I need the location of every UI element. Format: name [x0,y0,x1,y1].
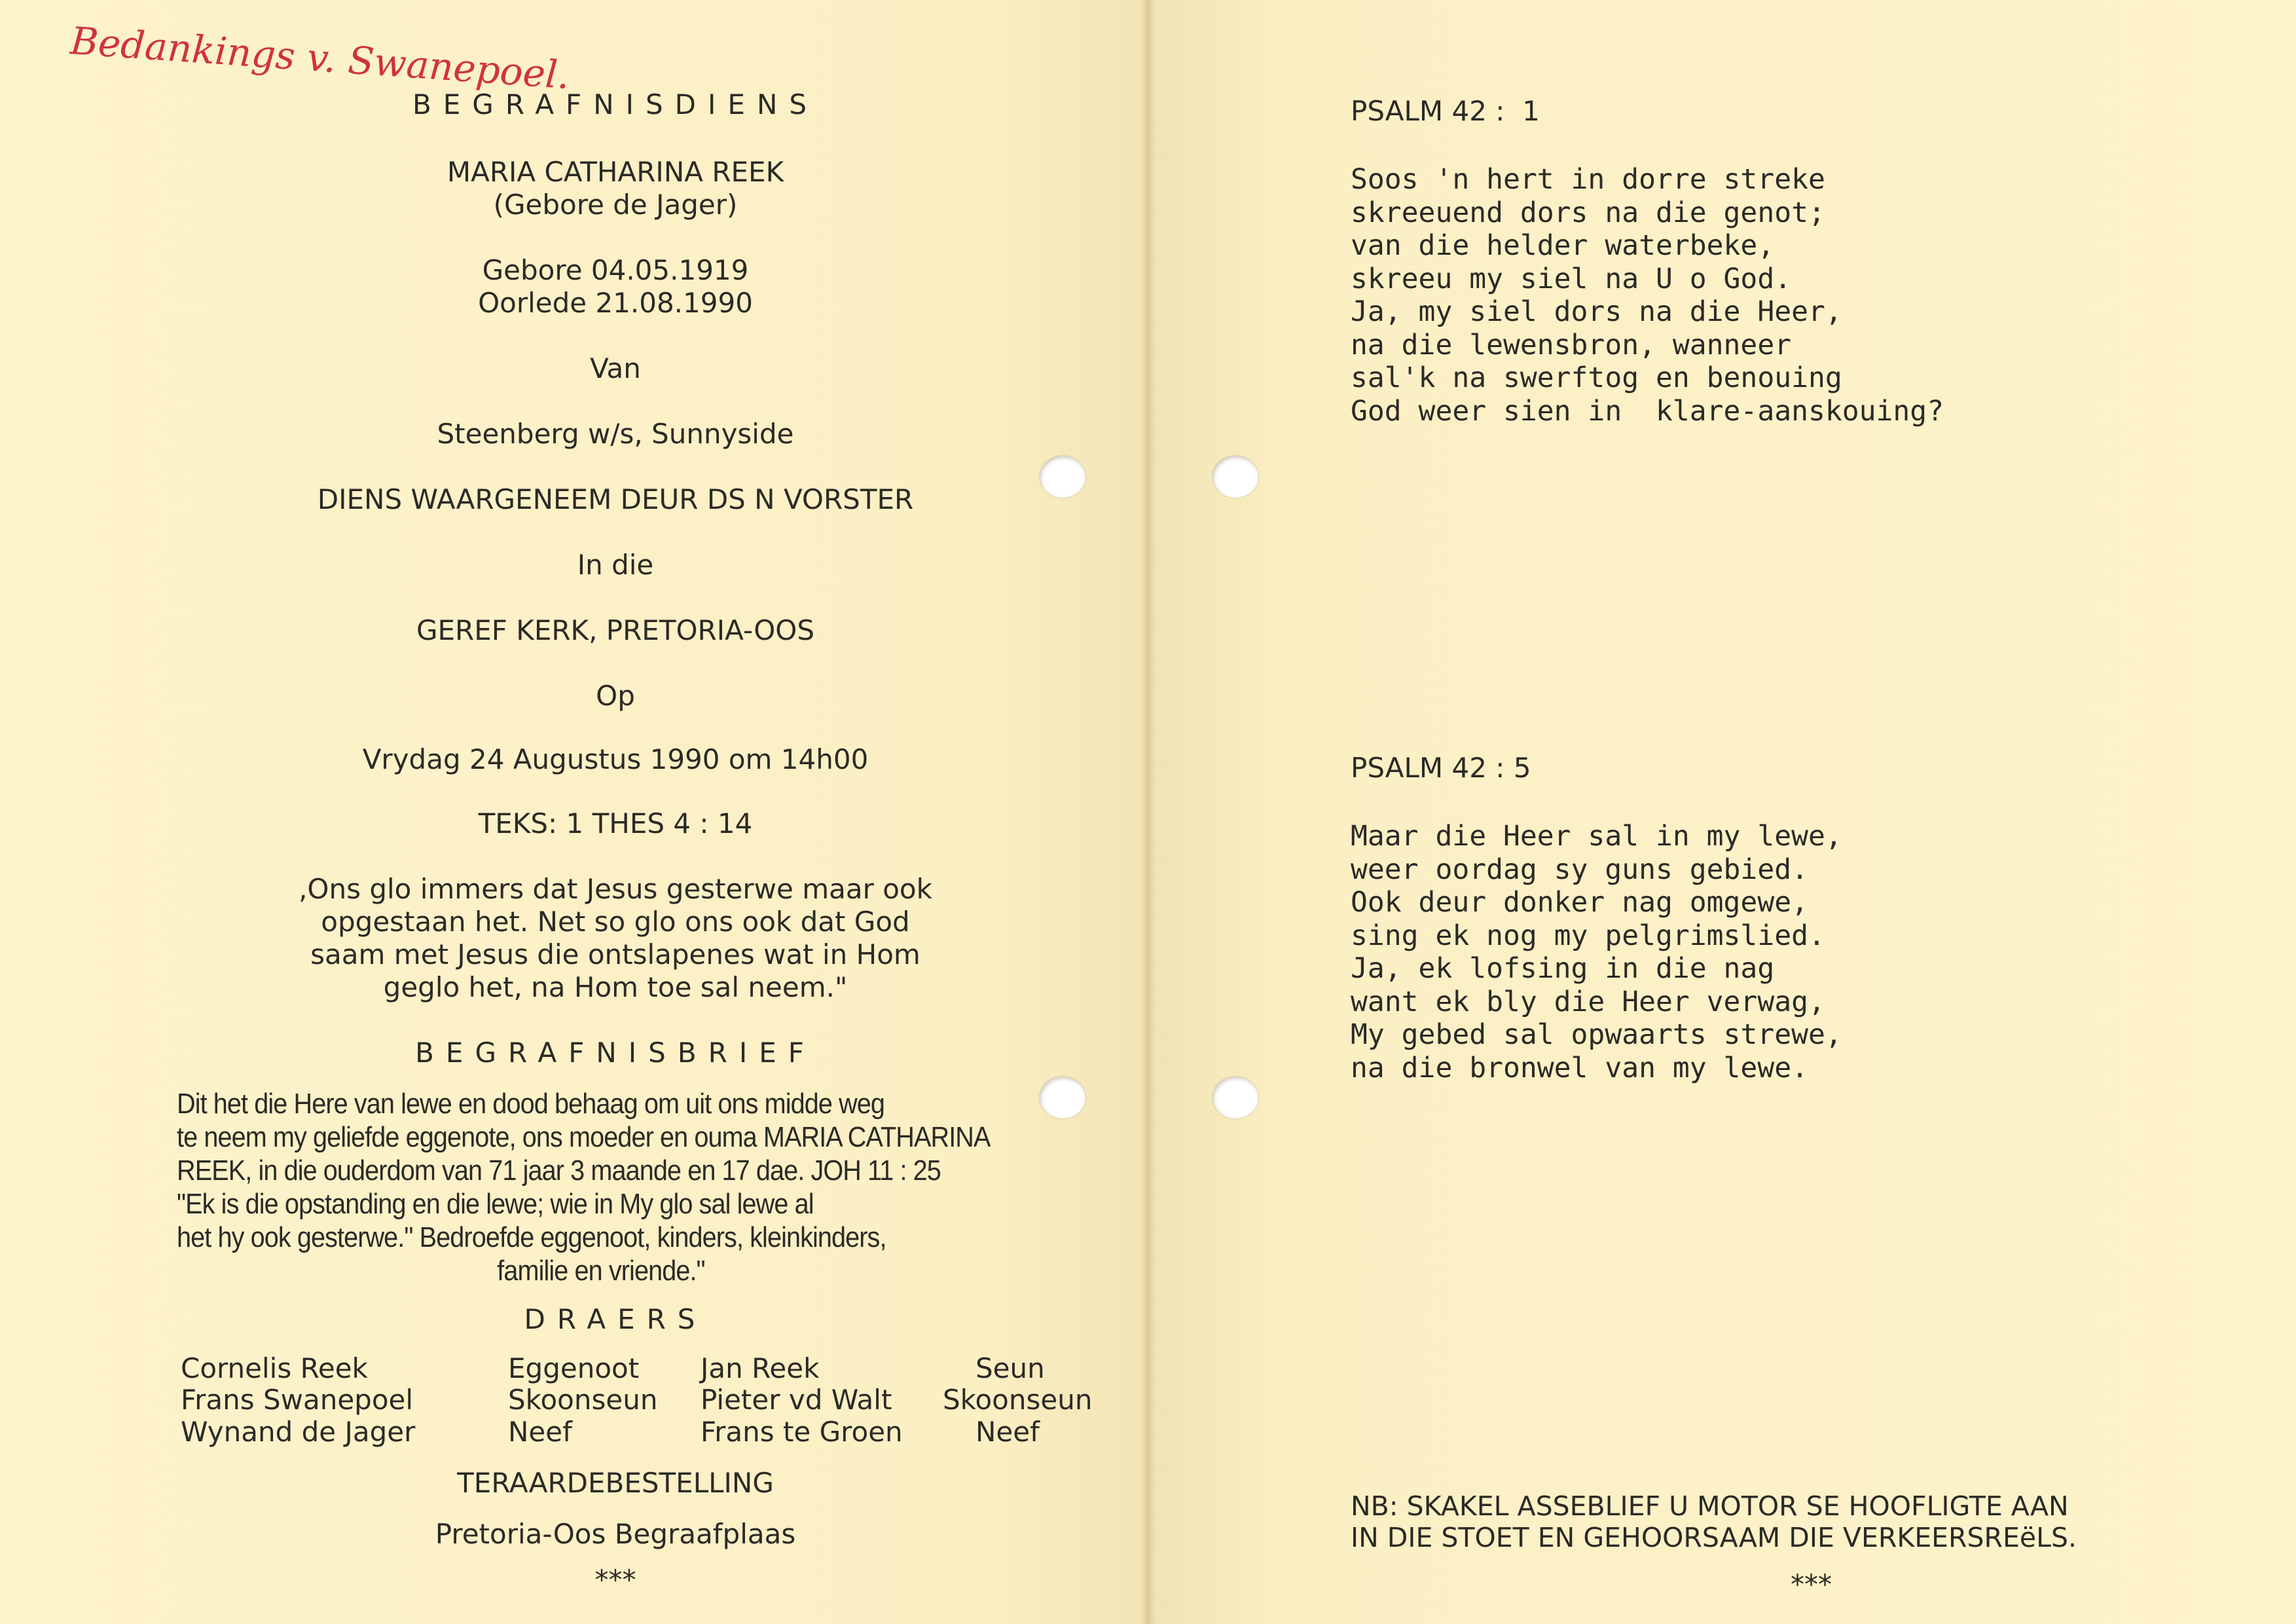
brief-line: Dit het die Here van lewe en dood behaag om uit ons midde weg [177,1088,885,1120]
burial-heading: TERAARDEBESTELLING [457,1467,774,1499]
psalm-line: Maar die Heer sal in my lewe, [1351,820,1842,853]
psalm-line: Ja, my siel dors na die Heer, [1351,295,1842,328]
psalm-line: Ja, ek lofsing in die nag [1351,952,1775,985]
psalm-title: PSALM 42 : 5 [1351,752,1531,784]
punch-hole [1212,1077,1258,1118]
scripture-reference: TEKS: 1 THES 4 : 14 [478,807,753,840]
bearer-relation: Seun [975,1352,1045,1384]
service-date: Vrydag 24 Augustus 1990 om 14h00 [362,743,869,775]
psalm-line: God weer sien in klare-aanskouing? [1351,394,1944,428]
traffic-notice [1351,1490,2077,1553]
deceased-name: MARIA CATHARINA REEK [446,156,784,188]
bearer-name: Frans te Groen [701,1416,903,1448]
bearer-name: Jan Reek [701,1352,820,1384]
bearer-name: Cornelis Reek [181,1352,368,1384]
notice-line: NB: SKAKEL ASSEBLIEF U MOTOR SE HOOFLIGTE AAN [1351,1490,2069,1522]
funeral-letter [177,1087,991,1287]
bearer-relation: Skoonseun [943,1384,1093,1416]
center-fold [1140,0,1155,1624]
death-date: Oorlede 21.08.1990 [478,287,753,319]
bearer-name: Wynand de Jager [181,1416,416,1448]
psalm-line: skreeuend dors na die genot; [1351,196,1825,229]
psalm-line: weer oordag sy guns gebied. [1351,853,1808,886]
end-mark: *** [1791,1568,1832,1600]
bearer-relation: Neef [975,1416,1040,1448]
psalm-line: want ek bly die Heer verwag, [1351,985,1825,1018]
psalm-verse [1351,163,1944,428]
psalm-line: na die lewensbron, wanneer [1351,328,1792,361]
brief-line: "Ek is die opstanding en die lewe; wie in My glo sal lewe al [177,1188,814,1220]
psalm-title: PSALM 42 : 1 [1351,95,1540,127]
psalm-verse [1351,820,1842,1084]
psalm-line: skreeu my siel na U o God. [1351,262,1792,295]
punch-hole [1212,456,1258,498]
op-label: Op [596,680,635,712]
maiden-name: (Gebore de Jager) [493,189,738,221]
brief-line: te neem my geliefde eggenote, ons moeder en ouma MARIA CATHARINA [177,1121,991,1153]
verse-line: saam met Jesus die ontslapenes wat in Hom [310,938,920,970]
verse-line: opgestaan het. Net so glo ons ook dat God [321,906,910,938]
brief-line: het hy ook gesterwe." Bedroefde eggenoot, kinders, kleinkinders, [177,1221,886,1253]
bearer-relation: Eggenoot [508,1352,640,1384]
notice-line: IN DIE STOET EN GEHOORSAAM DIE VERKEERSREëLS. [1351,1522,2077,1553]
psalm-line: sal'k na swerftog en benouing [1351,361,1842,394]
psalm-line: sing ek nog my pelgrimslied. [1351,919,1825,952]
punch-hole [1040,1077,1085,1118]
brief-line: familie en vriende." [497,1255,705,1287]
birth-date: Gebore 04.05.1919 [482,254,749,286]
psalm-line: Ook deur donker nag omgewe, [1351,886,1808,919]
brief-line: REEK, in die ouderdom van 71 jaar 3 maande en 17 dae. JOH 11 : 25 [177,1154,941,1187]
bearer-name: Frans Swanepoel [181,1384,414,1416]
cemetery-name: Pretoria-Oos Begraafplaas [435,1518,796,1550]
psalm-line: My gebed sal opwaarts strewe, [1351,1018,1842,1051]
psalm-line: na die bronwel van my lewe. [1351,1051,1808,1084]
in-die-label: In die [577,549,654,581]
handwritten-note: Bedankings v. Swanepoel. [69,18,572,98]
verse-line: geglo het, na Hom toe sal neem." [383,971,848,1003]
verse-line: ,Ons glo immers dat Jesus gesterwe maar ook [299,873,932,905]
service-heading: BEGRAFNISDIENS [412,88,819,120]
psalm-line: Soos 'n hert in dorre streke [1351,163,1825,196]
residence: Steenberg w/s, Sunnyside [437,418,794,450]
bearer-relation: Skoonseun [508,1384,658,1416]
brief-heading: BEGRAFNISBRIEF [415,1037,816,1069]
officiant: DIENS WAARGENEEM DEUR DS N VORSTER [317,483,914,515]
van-label: Van [590,352,641,384]
end-mark: *** [594,1564,636,1596]
church-name: GEREF KERK, PRETORIA-OOS [416,614,815,646]
bearers-heading: DRAERS [524,1303,707,1335]
bearer-relation: Neef [508,1416,572,1448]
psalm-line: van die helder waterbeke, [1351,229,1775,262]
bearer-name: Pieter vd Walt [701,1384,892,1416]
